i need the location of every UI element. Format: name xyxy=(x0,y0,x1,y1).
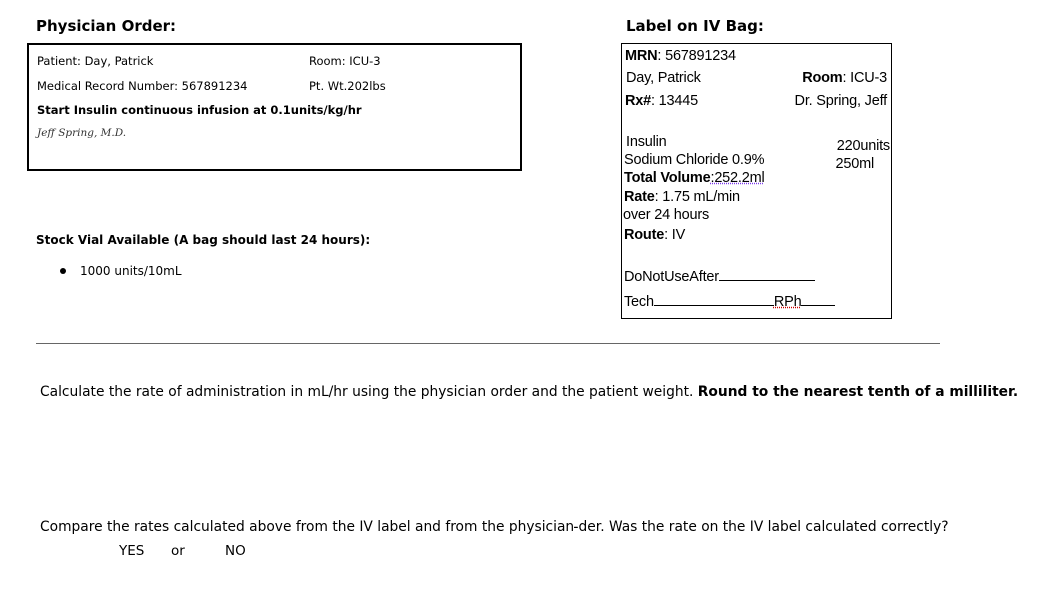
question1-text: Calculate the rate of administration in mL/hr using the physician order and the patient weight. xyxy=(40,384,698,400)
iv-rate-value: : 1.75 mL/min xyxy=(654,189,740,205)
iv-mrn xyxy=(625,48,736,64)
patient-room: Room: ICU-3 xyxy=(309,54,381,68)
iv-doctor: Dr. Spring, Jeff xyxy=(794,93,887,109)
iv-room xyxy=(802,70,887,86)
iv-total-label: Total Volume xyxy=(624,170,711,186)
iv-mrn-label: MRN xyxy=(625,48,658,64)
iv-tech-label: Tech xyxy=(624,294,654,310)
section-divider xyxy=(36,343,940,344)
stock-vial-title: Stock Vial Available (A bag should last 24 hours): xyxy=(36,233,371,247)
question1-bold: Round to the nearest tenth of a milliliter. xyxy=(697,384,1019,400)
stock-vial-value: 1000 units/10mL xyxy=(80,264,182,278)
or-text: or xyxy=(171,543,185,559)
iv-total-volume xyxy=(624,170,765,186)
bullet-icon xyxy=(60,268,66,274)
iv-diluent: Sodium Chloride 0.9% xyxy=(624,152,765,168)
order-text: Start Insulin continuous infusion at 0.1units/kg/hr xyxy=(37,103,362,117)
iv-mrn-value: : 567891234 xyxy=(657,48,736,64)
iv-tech-rph xyxy=(624,293,835,310)
physician-order-box xyxy=(27,43,522,171)
physician-order-title: Physician Order: xyxy=(36,17,177,35)
iv-rate xyxy=(624,189,740,205)
dnua-blank-line xyxy=(719,268,815,281)
stock-vial-item xyxy=(60,264,182,278)
iv-room-label: Room xyxy=(802,70,843,86)
iv-do-not-use-after xyxy=(624,268,815,285)
question-compare-rates: Compare the rates calculated above from the IV label and from the physician ̵̵der. Was the rate on the IV label calculated correctly? xyxy=(40,519,949,535)
iv-duration: over 24 hours xyxy=(623,207,710,223)
rph-blank-line xyxy=(801,293,835,306)
tech-blank-line xyxy=(654,293,774,306)
iv-rx xyxy=(625,93,698,109)
iv-rph-label: RPh xyxy=(773,294,802,310)
iv-route-label: Route xyxy=(624,227,665,243)
iv-rx-value: : 13445 xyxy=(651,93,698,109)
iv-dnua-label: DoNotUseAfter xyxy=(624,269,719,285)
yes-option: YES xyxy=(119,543,145,559)
iv-label-box xyxy=(621,43,892,319)
iv-drug-amount: 220units xyxy=(836,138,890,154)
no-option: NO xyxy=(225,543,246,559)
iv-rx-label: Rx# xyxy=(625,93,651,109)
patient-name: Patient: Day, Patrick xyxy=(37,54,154,68)
patient-weight: Pt. Wt.202lbs xyxy=(309,79,386,93)
iv-drug: Insulin xyxy=(626,134,667,150)
physician-signature: Jeff Spring, M.D. xyxy=(37,127,127,139)
iv-total-value: :252.2ml xyxy=(710,170,765,186)
iv-room-value: : ICU-3 xyxy=(842,70,887,86)
iv-route-value: : IV xyxy=(664,227,686,243)
medical-record-number: Medical Record Number: 567891234 xyxy=(37,79,248,93)
iv-rate-label: Rate xyxy=(624,189,655,205)
iv-patient-name: Day, Patrick xyxy=(626,70,701,86)
question-rate-calculation xyxy=(40,384,1018,400)
iv-label-title: Label on IV Bag: xyxy=(626,17,764,35)
iv-route xyxy=(624,227,685,243)
iv-diluent-amount: 250ml xyxy=(835,156,874,172)
